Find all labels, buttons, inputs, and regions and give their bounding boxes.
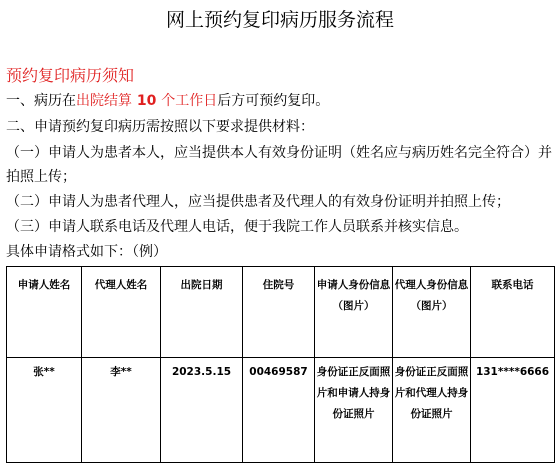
- paragraph-1: [6, 92, 558, 110]
- table-header-row: [7, 267, 555, 358]
- paragraph-5: （三）申请人联系电话及代理人电话，便于我院工作人员联系并核实信息。: [6, 219, 468, 235]
- cell-applicant-name: 张**: [7, 358, 82, 463]
- header-applicant-id-info: 申请人身份信息（图片）: [315, 267, 393, 358]
- p1-red-text: 出院结算: [76, 93, 132, 109]
- p1-prefix: 一、病历在: [6, 93, 76, 109]
- header-applicant-name: 申请人姓名: [7, 267, 82, 358]
- cell-agent-id-info: 身份证正反面照片和代理人持身份证照片: [393, 358, 471, 463]
- cell-contact-phone: 131****6666: [471, 358, 555, 463]
- paragraph-6: 具体申请格式如下：（例）: [6, 244, 167, 260]
- paragraph-2: 二、申请预约复印病历需按照以下要求提供材料：: [6, 119, 314, 135]
- table-row: [7, 358, 555, 463]
- header-discharge-date: 出院日期: [161, 267, 243, 358]
- section-title: 预约复印病历须知: [6, 66, 135, 85]
- cell-agent-name: 李**: [82, 358, 161, 463]
- header-admission-number: 住院号: [243, 267, 315, 358]
- p1-red-text-2: 个工作日: [161, 93, 218, 109]
- cell-admission-number: 00469587: [243, 358, 315, 463]
- header-agent-id-info: 代理人身份信息（图片）: [393, 267, 471, 358]
- page-title: 网上预约复印病历服务流程: [165, 9, 394, 31]
- paragraph-4: （二）申请人为患者代理人，应当提供患者及代理人的有效身份证明并拍照上传；: [6, 194, 510, 210]
- example-table: [6, 266, 555, 463]
- p1-bold-number: 10: [132, 93, 162, 109]
- p1-suffix: 后方可预约复印。: [217, 93, 330, 109]
- cell-discharge-date: 2023.5.15: [161, 358, 243, 463]
- paragraph-3-line-2: 拍照上传；: [6, 169, 76, 185]
- header-contact-phone: 联系电话: [471, 267, 555, 358]
- paragraph-3-line-1: （一）申请人为患者本人，应当提供本人有效身份证明（姓名应与病历姓名完全符合）并: [6, 145, 552, 161]
- cell-applicant-id-info: 身份证正反面照片和申请人持身份证照片: [315, 358, 393, 463]
- header-agent-name: 代理人姓名: [82, 267, 161, 358]
